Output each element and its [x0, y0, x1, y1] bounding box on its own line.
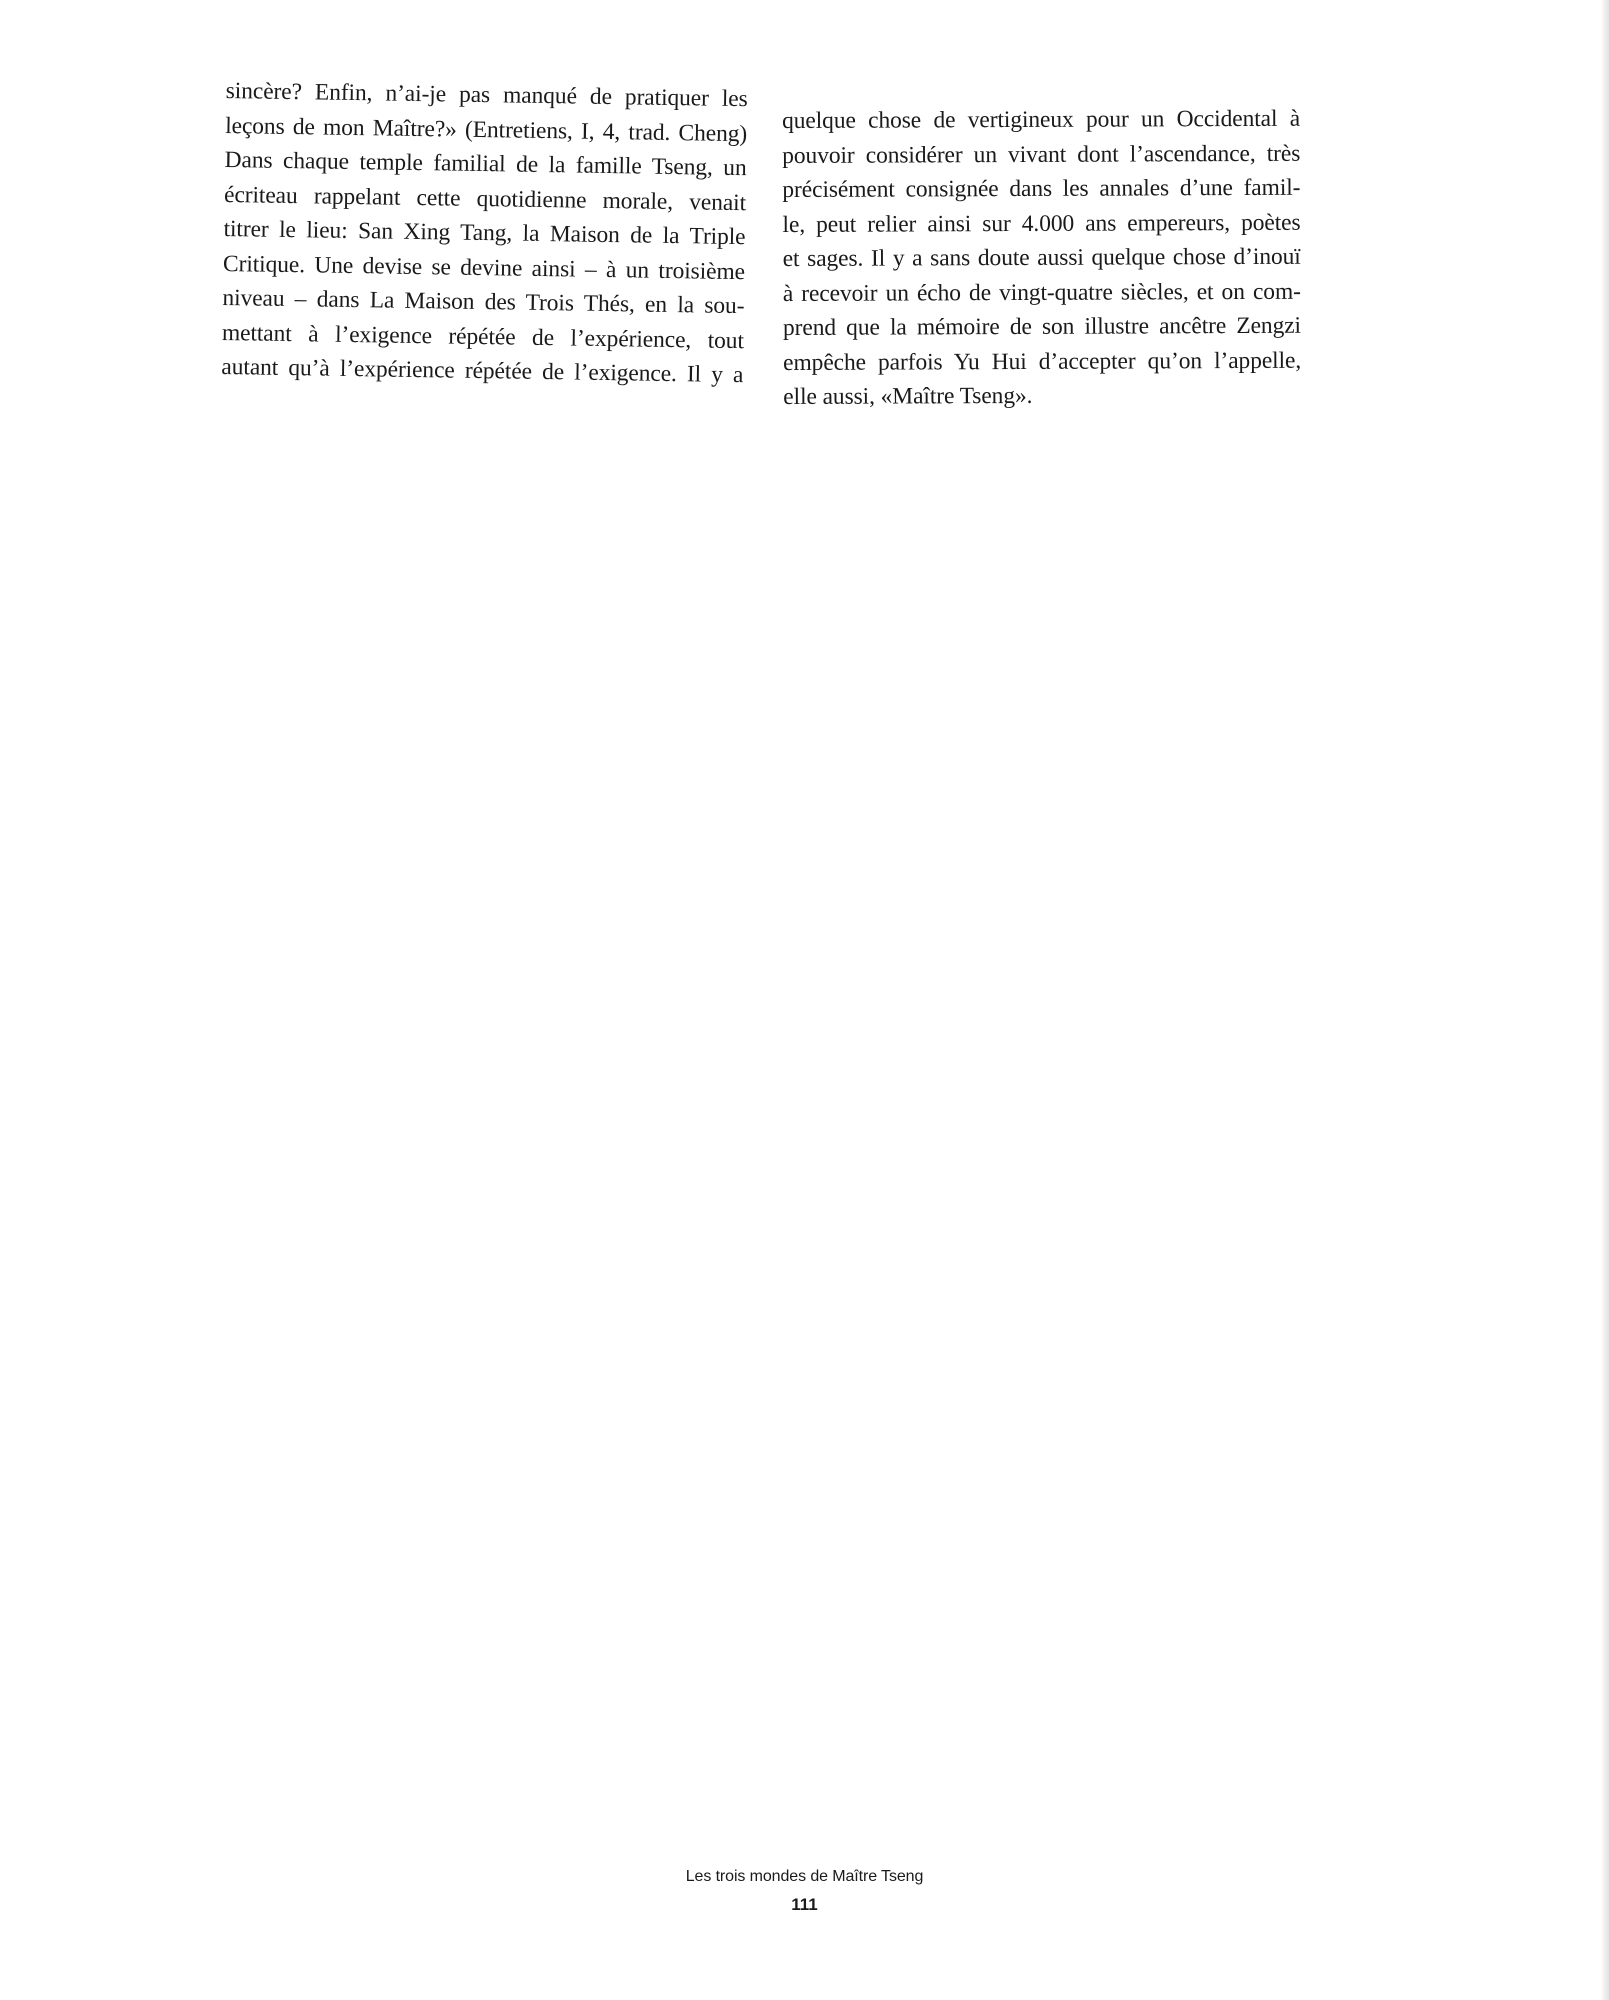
text-line: mettant à l’exigence répétée de l’expérience, tout — [221, 319, 745, 354]
text-line: quelque chose de vertigineux pour un Occidental à — [782, 105, 1301, 134]
text-line: prend que la mémoire de son illustre ancêtre Zengzi — [782, 312, 1302, 341]
text-line: leçons de mon Maître?» (Entretiens, I, 4, trad. Cheng) — [224, 112, 748, 147]
text-line: empêche parfois Yu Hui d’accepter qu’on l’appelle, — [783, 347, 1302, 376]
text-line: à recevoir un écho de vingt-quatre siècles, et on com- — [782, 278, 1301, 307]
text-line: sincère? Enfin, n’ai-je pas manqué de pratiquer les — [225, 77, 748, 113]
right-text-column — [782, 102, 1301, 415]
text-line: niveau – dans La Maison des Trois Thés, en la sou- — [222, 284, 745, 320]
text-line: autant qu’à l’expérience répétée de l’exigence. Il y a — [221, 353, 744, 389]
text-line: pouvoir considérer un vivant dont l’ascendance, très — [782, 140, 1301, 169]
running-footer-title: Les trois mondes de Maître Tseng — [685, 1868, 924, 1885]
text-line: le, peut relier ainsi sur 4.000 ans empereurs, poètes — [782, 209, 1301, 238]
text-line: écriteau rappelant cette quotidienne morale, venait — [223, 181, 747, 216]
page-edge-shadow — [1601, 0, 1609, 2000]
left-text-column — [221, 74, 748, 393]
text-line: elle aussi, «Maître Tseng». — [783, 382, 1033, 410]
text-line: Critique. Une devise se devine ainsi – à un troisième — [222, 250, 746, 285]
text-line: précisément consignée dans les annales d’une famil- — [782, 174, 1301, 203]
text-line: titrer le lieu: San Xing Tang, la Maison de la Triple — [223, 215, 746, 251]
text-line: et sages. Il y a sans doute aussi quelque chose d’inouï — [782, 243, 1301, 272]
page-number: 111 — [791, 1895, 818, 1914]
text-line: Dans chaque temple familial de la famille Tseng, un — [224, 146, 747, 182]
